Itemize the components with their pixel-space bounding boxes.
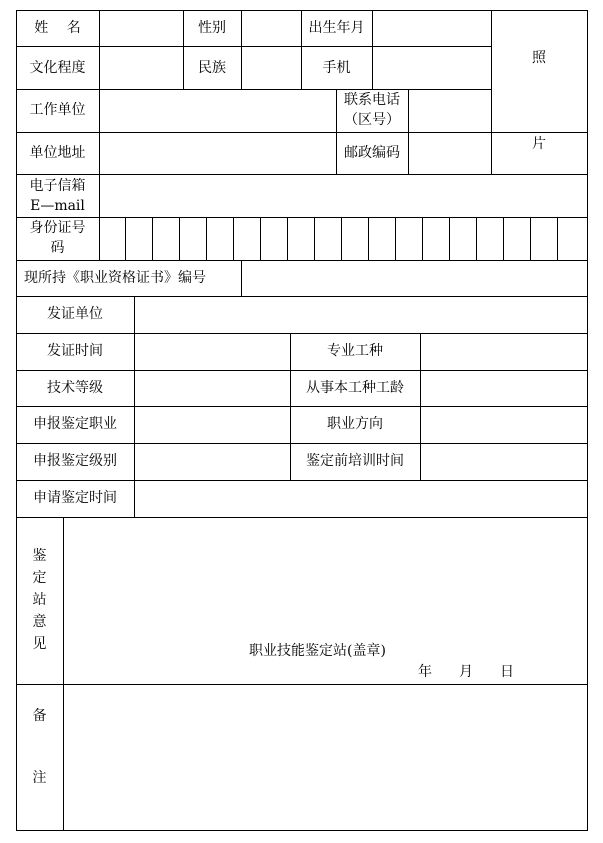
employer-label: 工作单位 bbox=[29, 102, 86, 118]
apply-level-label: 申报鉴定级别 bbox=[33, 453, 117, 469]
direction-field[interactable] bbox=[421, 407, 587, 443]
issue-date-field[interactable] bbox=[135, 334, 290, 370]
area-code-label: （区号） bbox=[344, 112, 400, 128]
apply-occupation-field[interactable] bbox=[135, 407, 290, 443]
contact-phone-field[interactable] bbox=[409, 90, 491, 132]
station-opinion-char: 意 bbox=[32, 614, 47, 630]
photo-label-bottom: 片 bbox=[532, 136, 546, 152]
date-year: 年 bbox=[418, 664, 432, 680]
remarks-label-bottom: 注 bbox=[32, 770, 47, 786]
apply-level-field[interactable] bbox=[135, 444, 290, 480]
training-time-field[interactable] bbox=[421, 444, 587, 480]
education-label: 文化程度 bbox=[29, 60, 86, 76]
birth-label: 出生年月 bbox=[308, 20, 365, 36]
photo-box[interactable] bbox=[492, 11, 587, 132]
apply-time-label: 申请鉴定时间 bbox=[33, 490, 117, 506]
employer-address-label: 单位地址 bbox=[29, 145, 86, 161]
specialty-label: 专业工种 bbox=[327, 343, 383, 359]
remarks-field[interactable] bbox=[64, 685, 587, 830]
apply-time-field[interactable] bbox=[135, 481, 587, 517]
ethnicity-field[interactable] bbox=[242, 47, 301, 89]
contact-phone-label: 联系电话 bbox=[344, 92, 400, 108]
email-label: 电子信箱 bbox=[29, 178, 86, 194]
date-day: 日 bbox=[500, 664, 514, 680]
skill-level-label: 技术等级 bbox=[47, 380, 103, 396]
station-seal-text: 职业技能鉴定站(盖章) bbox=[249, 643, 386, 659]
postal-code-field[interactable] bbox=[409, 133, 491, 174]
issuer-label: 发证单位 bbox=[47, 306, 103, 322]
remarks-label-top: 备 bbox=[32, 708, 47, 724]
email-field[interactable] bbox=[100, 175, 587, 217]
mobile-label: 手机 bbox=[322, 60, 351, 76]
id-number-label: 身份证号 bbox=[29, 220, 86, 236]
years-label: 从事本工种工龄 bbox=[306, 380, 404, 396]
birth-date-field[interactable] bbox=[373, 11, 491, 46]
photo-label-top: 照 bbox=[532, 50, 546, 66]
postal-code-label: 邮政编码 bbox=[344, 145, 400, 161]
issue-date-label: 发证时间 bbox=[47, 343, 103, 359]
training-time-label: 鉴定前培训时间 bbox=[306, 453, 404, 469]
station-opinion-char: 站 bbox=[32, 592, 47, 608]
mobile-field[interactable] bbox=[373, 47, 491, 89]
employer-field[interactable] bbox=[100, 90, 336, 132]
apply-occupation-label: 申报鉴定职业 bbox=[33, 416, 117, 432]
certificate-no-field[interactable] bbox=[242, 261, 587, 296]
direction-label: 职业方向 bbox=[327, 416, 383, 432]
years-field[interactable] bbox=[421, 371, 587, 406]
issuer-field[interactable] bbox=[135, 297, 587, 333]
education-field[interactable] bbox=[100, 47, 183, 89]
station-opinion-char: 见 bbox=[32, 636, 47, 652]
gender-label: 性别 bbox=[198, 20, 226, 36]
id-number-field[interactable] bbox=[100, 218, 587, 260]
email-label-en: E—mail bbox=[30, 198, 85, 214]
name-label: 姓 名 bbox=[34, 20, 81, 36]
ethnicity-label: 民族 bbox=[198, 60, 226, 76]
station-opinion-field[interactable] bbox=[64, 518, 587, 638]
border-bottom bbox=[16, 830, 588, 831]
name-field[interactable] bbox=[100, 11, 183, 46]
gender-field[interactable] bbox=[242, 11, 301, 46]
border-right bbox=[587, 10, 588, 831]
skill-level-field[interactable] bbox=[135, 371, 290, 406]
employer-address-field[interactable] bbox=[100, 133, 336, 174]
station-opinion-char: 鉴 bbox=[32, 548, 47, 564]
specialty-field[interactable] bbox=[421, 334, 587, 370]
id-number-label-cont: 码 bbox=[50, 240, 65, 256]
certificate-no-label: 现所持《职业资格证书》编号 bbox=[24, 270, 206, 286]
station-opinion-char: 定 bbox=[32, 570, 47, 586]
date-month: 月 bbox=[459, 664, 473, 680]
